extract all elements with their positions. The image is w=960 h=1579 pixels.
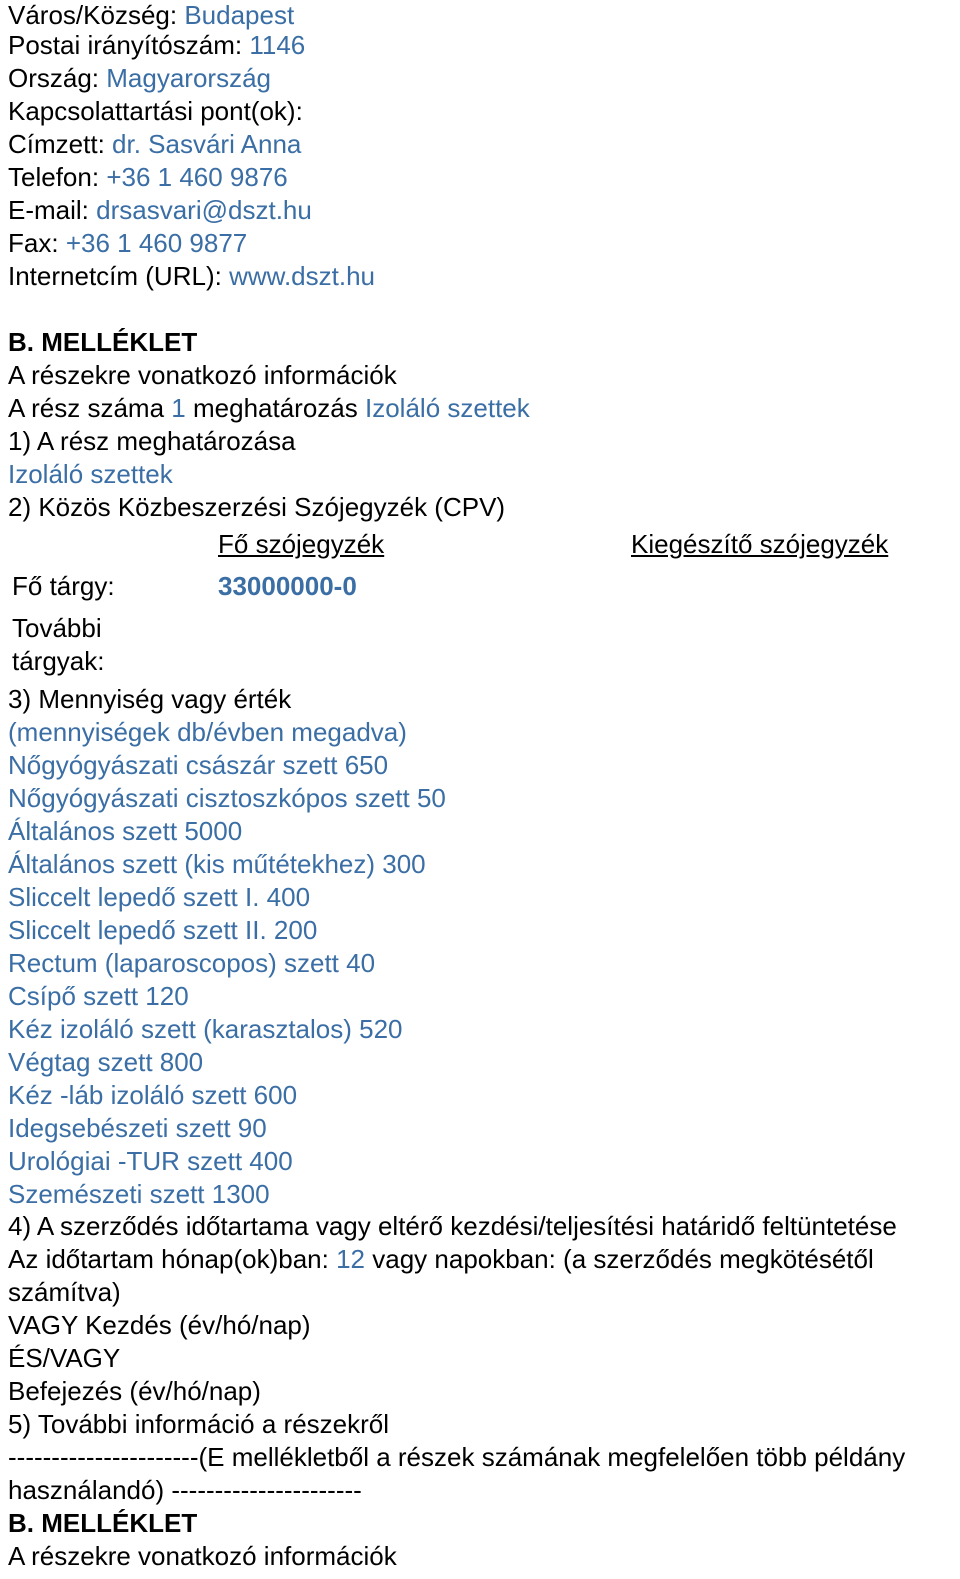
or-start: VAGY Kezdés (év/hó/nap): [8, 1310, 311, 1340]
list-item: Csípő szett 120: [8, 981, 189, 1011]
list-item: Végtag szett 800: [8, 1047, 204, 1077]
annex-subheading-repeat: A részekre vonatkozó információk: [8, 1541, 397, 1571]
duration-suffix-2: számítva): [8, 1277, 121, 1307]
duration-suffix: vagy napokban: (a szerződés megkötésétől: [372, 1244, 874, 1274]
postal-value: 1146: [249, 30, 306, 60]
list-item: Idegsebészeti szett 90: [8, 1113, 267, 1143]
list-item: Sliccelt lepedő szett I. 400: [8, 882, 311, 912]
recipient-label: Címzett:: [8, 129, 105, 159]
email-row: [8, 195, 312, 225]
fax-label: Fax:: [8, 228, 59, 258]
separator-line-1: ----------------------(E mellékletből a részek számának megfelelően több példány: [8, 1442, 906, 1472]
city-value: Budapest: [184, 0, 295, 30]
duration-row: [8, 1244, 874, 1274]
city-row: [8, 0, 294, 30]
definition-value: Izoláló szettek: [365, 393, 530, 423]
list-item: Általános szett (kis műtétekhez) 300: [8, 849, 426, 879]
and-or: ÉS/VAGY: [8, 1343, 121, 1373]
section1-value: Izoláló szettek: [8, 459, 173, 489]
postal-label: Postai irányítószám:: [8, 30, 243, 60]
country-label: Ország:: [8, 63, 100, 93]
list-item: Rectum (laparoscopos) szett 40: [8, 948, 376, 978]
duration-label: Az időtartam hónap(ok)ban:: [8, 1244, 329, 1274]
url-value: www.dszt.hu: [229, 261, 376, 291]
section5-title: 5) További információ a részekről: [8, 1409, 390, 1439]
country-value: Magyarország: [106, 63, 271, 93]
main-vocab-header: Fő szójegyzék: [218, 529, 385, 559]
email-label: E-mail:: [8, 195, 89, 225]
additional-objects-label-1: További: [12, 613, 102, 643]
list-item: Szemészeti szett 1300: [8, 1179, 270, 1209]
annex-heading-repeat: B. MELLÉKLET: [8, 1508, 198, 1538]
list-item: Nőgyógyászati császár szett 650: [8, 750, 389, 780]
city-label: Város/Község:: [8, 0, 178, 30]
duration-value: 12: [336, 1244, 366, 1274]
phone-value: +36 1 460 9876: [106, 162, 288, 192]
main-object-code: 33000000-0: [218, 571, 357, 601]
section4-title: 4) A szerződés időtartama vagy eltérő kezdési/teljesítési határidő feltüntetése: [8, 1211, 897, 1241]
part-number-label: A rész száma: [8, 393, 165, 423]
definition-label: meghatározás: [193, 393, 358, 423]
annex-heading: B. MELLÉKLET: [8, 327, 198, 357]
section2-title: 2) Közös Közbeszerzési Szójegyzék (CPV): [8, 492, 506, 522]
contact-points-label: Kapcsolattartási pont(ok):: [8, 96, 303, 126]
quantity-note: (mennyiségek db/évben megadva): [8, 717, 407, 747]
recipient-row: [8, 129, 301, 159]
phone-label: Telefon:: [8, 162, 100, 192]
url-label: Internetcím (URL):: [8, 261, 222, 291]
section1-title: 1) A rész meghatározása: [8, 426, 296, 456]
recipient-value: dr. Sasvári Anna: [112, 129, 302, 159]
list-item: Nőgyógyászati cisztoszkópos szett 50: [8, 783, 446, 813]
fax-row: [8, 228, 247, 258]
end-date: Befejezés (év/hó/nap): [8, 1376, 261, 1406]
list-item: Kéz izoláló szett (karasztalos) 520: [8, 1014, 403, 1044]
postal-row: [8, 30, 305, 60]
email-value: drsasvari@dszt.hu: [96, 195, 312, 225]
part-number-row: [8, 393, 530, 423]
additional-objects-label-2: tárgyak:: [12, 646, 105, 676]
list-item: Kéz -láb izoláló szett 600: [8, 1080, 298, 1110]
supp-vocab-header: Kiegészítő szójegyzék: [631, 529, 889, 559]
fax-value: +36 1 460 9877: [65, 228, 248, 258]
phone-row: [8, 162, 288, 192]
separator-line-2: használandó) ----------------------: [8, 1475, 362, 1505]
country-row: [8, 63, 271, 93]
part-number-value: 1: [171, 393, 186, 423]
list-item: Általános szett 5000: [8, 816, 243, 846]
main-object-label: Fő tárgy:: [12, 571, 115, 601]
list-item: Urológiai -TUR szett 400: [8, 1146, 293, 1176]
section3-title: 3) Mennyiség vagy érték: [8, 684, 292, 714]
url-row: [8, 261, 375, 291]
annex-subheading: A részekre vonatkozó információk: [8, 360, 397, 390]
list-item: Sliccelt lepedő szett II. 200: [8, 915, 318, 945]
